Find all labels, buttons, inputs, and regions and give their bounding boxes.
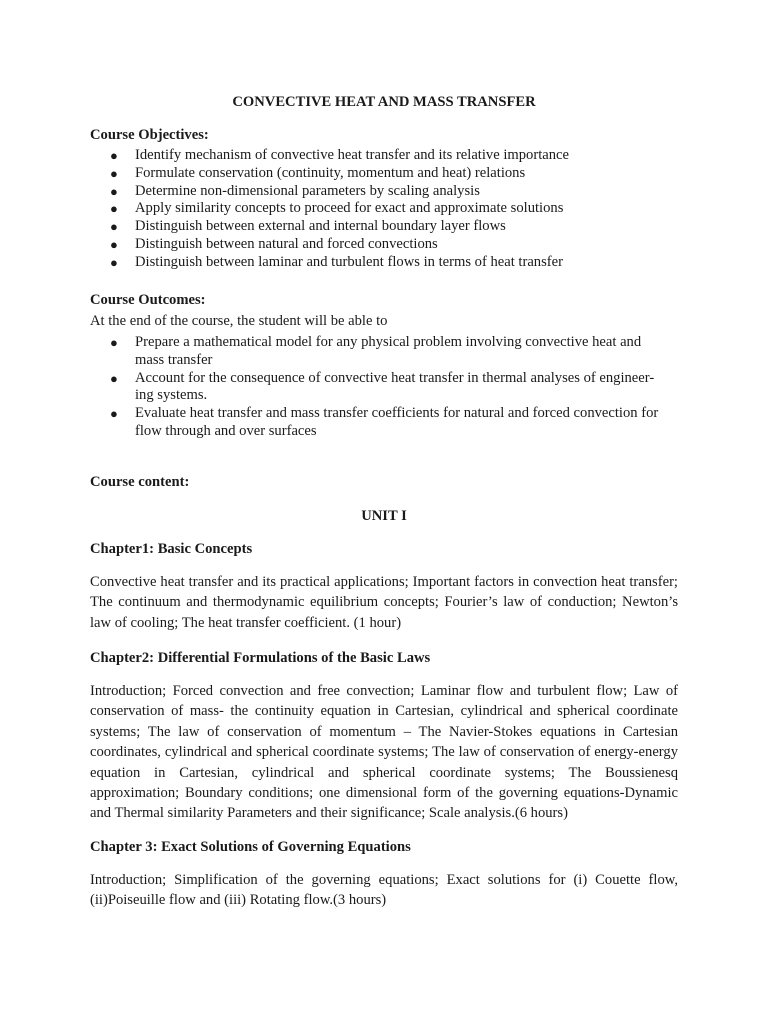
list-item [90,405,665,440]
bullet-icon: ● [110,183,118,199]
list-item [90,370,665,405]
chapter-text: Convective heat transfer and its practical applications; Important factors in convection heat transfer; The continuum and thermodynamic equilibrium concepts; Fourier’s law of conduction; Newton’s law of cooling; The heat transfer coefficient. (1 hour) [90,574,678,631]
bullet-icon: ● [110,219,118,235]
objective-text: Apply similarity concepts to proceed for exact and approximate solutions [135,200,564,217]
bullet-icon: ● [110,254,118,270]
chapter-heading: Chapter1: Basic Concepts [90,541,253,557]
list-item [90,183,665,201]
chapter-heading: Chapter2: Differential Formulations of the Basic Laws [90,650,431,666]
outcome-text: Evaluate heat transfer and mass transfer coefficients for natural and forced convection for flow through and over surfaces [135,405,659,439]
objective-text: Determine non-dimensional parameters by scaling analysis [135,182,480,199]
chapter-text: Introduction; Simplification of the governing equations; Exact solutions for (i) Couette flow, (ii)Poiseuille flow and (iii) Rotating flow.(3 hours) [90,872,678,909]
list-item [90,254,665,272]
objective-text: Distinguish between external and internal boundary layer flows [135,218,506,235]
bullet-icon: ● [110,201,118,217]
list-item [90,200,665,218]
outcomes-intro: At the end of the course, the student will be able to [90,313,388,329]
bullet-icon: ● [110,165,118,181]
bullet-icon: ● [110,236,118,252]
objective-text: Formulate conservation (continuity, momentum and heat) relations [135,164,526,181]
objective-text: Distinguish between laminar and turbulent flows in terms of heat transfer [135,253,563,270]
outcome-text: Account for the consequence of convective heat transfer in thermal analyses of engineer-ing systems. [135,369,655,404]
list-item [90,147,665,165]
chapter-text: Introduction; Forced convection and free convection; Laminar flow and turbulent flow; Law of conservation of mass- the continuity equation in Cartesian, cylindrical and spherical coordinate systems; The law of conservation of momentum – The Navier-Stokes equations in Cartesian coordinates, cylindrical and spherical coordinate systems; The law of conservation of energy-energy equation in Cartesian, cylindrical and spherical coordinate systems; The Boussienesq approximation; Boundary conditions; one dimensional form of the governing equations-Dynamic and Thermal similarity Parameters and their significance; Scale analysis.(6 hours) [90,683,678,822]
list-item [90,236,665,254]
list-item [90,218,665,236]
bullet-icon: ● [110,406,118,422]
bullet-icon: ● [110,335,118,350]
bullet-icon: ● [110,148,118,163]
list-item [90,334,665,369]
unit-heading: UNIT I [361,508,407,524]
chapter-heading: Chapter 3: Exact Solutions of Governing Equations [90,839,411,855]
objectives-list [90,147,678,272]
document-title: CONVECTIVE HEAT AND MASS TRANSFER [232,94,536,110]
objective-text: Distinguish between natural and forced convections [135,235,438,252]
outcomes-list [90,334,678,441]
content-heading: Course content: [90,474,190,490]
objective-text: Identify mechanism of convective heat transfer and its relative importance [135,147,569,163]
bullet-icon: ● [110,370,118,386]
outcome-text: Prepare a mathematical model for any physical problem involving convective heat and mass transfer [135,334,642,368]
outcomes-heading: Course Outcomes: [90,292,206,308]
list-item [90,165,665,183]
objectives-heading: Course Objectives: [90,127,209,143]
